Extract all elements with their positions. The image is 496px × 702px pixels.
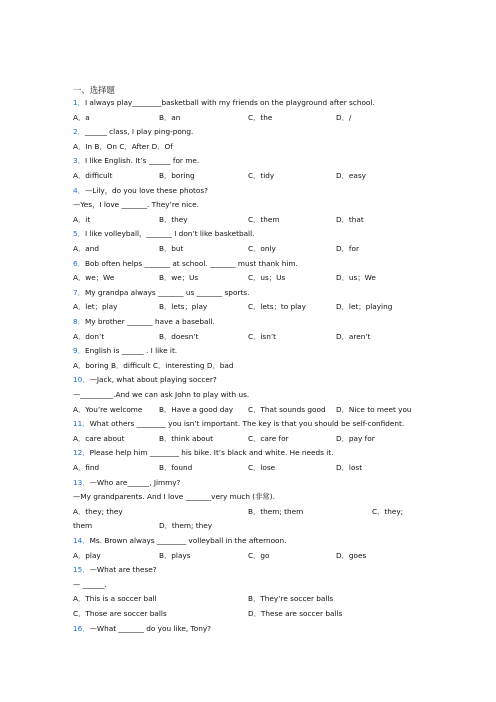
question-number: 10． (73, 375, 90, 385)
option: B．think about (159, 433, 214, 443)
question-line (73, 98, 375, 107)
question-number: 2． (73, 127, 85, 137)
option: C．care for (248, 433, 289, 443)
question-text: English is ______ . I like it. (84, 346, 178, 356)
question-line (73, 478, 180, 487)
option: C．go (248, 550, 270, 560)
option: D．them; they (159, 521, 213, 531)
question-text: I like English. It’s ______ for me. (84, 156, 200, 166)
option: C．only (248, 244, 276, 253)
option: C．lets；to play (248, 302, 306, 312)
question-text: ______ class, I play ping-pong. (84, 127, 194, 137)
option: B．boring (159, 171, 195, 180)
options-inline: A．In B．On C．After D．Of (73, 141, 173, 151)
question-line (73, 580, 107, 589)
option: A．care about (73, 433, 125, 443)
question-number: 4． (73, 185, 85, 195)
option: D．pay for (336, 433, 375, 443)
question-number: 1． (73, 98, 85, 107)
option: A．they; they (73, 506, 123, 516)
question-number: 9． (73, 346, 85, 356)
option: D．These are soccer balls (248, 609, 343, 618)
question-line (73, 492, 275, 501)
question-text: —Yes，I love _______. They’re nice. (73, 200, 199, 210)
question-text: —_________.And we can ask John to play with us. (73, 390, 250, 399)
option: C．Those are soccer balls (73, 609, 167, 618)
question-number: 13． (73, 477, 90, 487)
option: B．but (159, 244, 184, 253)
question-number: 11． (73, 419, 90, 429)
question-text: —Who are______, Jimmy? (89, 477, 181, 487)
question-number: 14． (73, 536, 90, 545)
option: D．easy (336, 171, 366, 180)
option: C．them (248, 214, 280, 224)
question-line (73, 375, 217, 384)
option: C．the (248, 112, 273, 122)
option: C．they; (372, 506, 404, 516)
question-line (73, 156, 199, 165)
option: A．This is a soccer ball (73, 594, 157, 604)
question-text: —My grandparents. And I love _______very much (非常). (73, 492, 275, 502)
option: B．an (159, 112, 181, 122)
question-line (73, 317, 215, 326)
option: A．and (73, 244, 100, 253)
option: C．tidy (248, 171, 275, 180)
question-line (73, 536, 286, 545)
option: them (73, 521, 93, 531)
option: B．they (159, 214, 188, 224)
question-line (73, 200, 199, 209)
option: D．that (336, 214, 364, 224)
question-text: — ______. (73, 579, 107, 589)
question-line (73, 288, 249, 297)
question-number: 6． (73, 258, 85, 268)
option: A．difficult (73, 171, 113, 180)
option: A．a (73, 112, 90, 122)
option: D．us；We (336, 273, 376, 283)
option: A．find (73, 463, 100, 472)
option: A．let；play (73, 302, 118, 312)
question-number: 8． (73, 317, 85, 326)
option: D．Nice to meet you (336, 404, 412, 414)
question-text: —Jack, what about playing soccer? (89, 375, 217, 385)
option: A．don’t (73, 331, 105, 341)
option: A．it (73, 214, 91, 224)
option: D．aren’t (336, 331, 371, 341)
question-line (73, 624, 211, 633)
option: D．lost (336, 463, 363, 472)
question-number: 15． (73, 565, 90, 575)
option: C．isn’t (248, 331, 277, 341)
question-line (73, 346, 177, 355)
question-text: Please help him ________ his bike. It’s black and white. He needs it. (89, 448, 334, 458)
question-text: Bob often helps _______ at school. _______ must thank him. (84, 258, 298, 268)
option: B．we；Us (159, 273, 199, 283)
question-text: What others ________ you isn’t important. The key is that you should be self-confident. (89, 419, 405, 429)
question-number: 16． (73, 623, 90, 633)
question-line (73, 259, 298, 268)
question-number: 12． (73, 448, 90, 458)
question-line (73, 419, 404, 428)
option: C．That sounds good (248, 404, 326, 414)
option: D．let；playing (336, 302, 393, 312)
question-line (73, 448, 333, 457)
question-line (73, 127, 193, 136)
option: D．for (336, 244, 359, 253)
option: B．plays (159, 550, 191, 560)
question-line (73, 186, 208, 195)
option: B．them; them (248, 506, 304, 516)
option: A．play (73, 550, 101, 560)
question-text: I always play________basketball with my friends on the playground after school. (84, 98, 375, 107)
section-title: 一、选择题 (73, 85, 115, 95)
option: D．/ (336, 112, 352, 122)
question-line (73, 565, 157, 574)
question-number: 7． (73, 287, 85, 297)
option: B．Have a good day (159, 404, 234, 414)
option: D．goes (336, 550, 367, 560)
question-text: My brother _______ have a baseball. (84, 317, 215, 326)
question-number: 5． (73, 229, 85, 239)
question-line (73, 390, 249, 399)
option: A．we；We (73, 273, 115, 283)
option: A．You’re welcome (73, 404, 143, 414)
question-text: —What _______ do you like, Tony? (89, 623, 212, 633)
question-text: Ms. Brown always ________ volleyball in the afternoon. (89, 536, 287, 545)
option: C．lose (248, 463, 276, 472)
option: B．found (159, 463, 193, 472)
option: C．us；Us (248, 273, 286, 283)
option: B．lets；play (159, 302, 208, 312)
option: B．They’re soccer balls (248, 594, 334, 604)
question-number: 3． (73, 156, 85, 166)
options-inline: A．boring B．difficult C．interesting D．bad (73, 360, 234, 370)
question-text: I like volleyball，_______ I don’t like basketball. (84, 229, 255, 239)
option: B．doesn’t (159, 331, 199, 341)
question-text: My grandpa always _______ us _______ sports. (84, 287, 250, 297)
question-text: —What are these? (89, 565, 157, 575)
question-line (73, 229, 254, 238)
question-text: —Lily，do you love these photos? (84, 185, 209, 195)
